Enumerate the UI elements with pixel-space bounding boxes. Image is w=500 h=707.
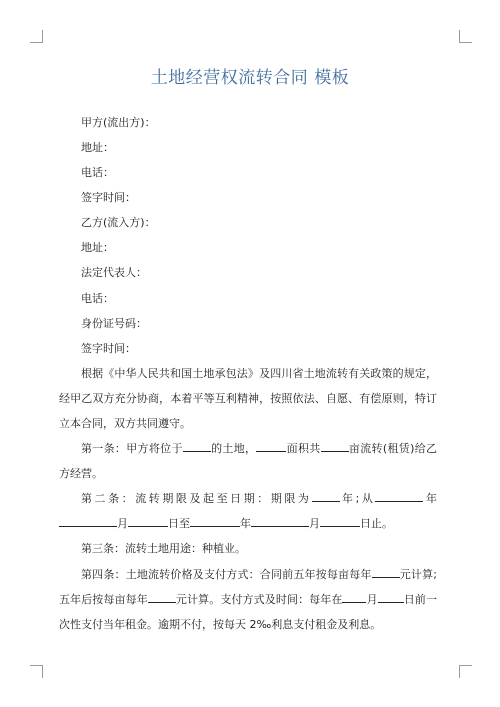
party-b-sign-time-label: 签字时间： bbox=[81, 342, 136, 355]
clause-2-text-6: 年 bbox=[240, 517, 251, 530]
end-month-blank[interactable] bbox=[251, 515, 309, 527]
party-b-phone-label: 电话： bbox=[81, 292, 114, 305]
clause-2-text-1: 第二条：流转期限及起至日期：期限为 bbox=[81, 492, 312, 505]
location-blank[interactable] bbox=[183, 440, 211, 452]
clause-1-text-1: 第一条：甲方将位于 bbox=[81, 442, 183, 455]
party-a-sign-time-label: 签字时间： bbox=[81, 191, 136, 204]
clause-2 bbox=[59, 486, 437, 536]
crop-mark-bottom-right bbox=[459, 665, 472, 678]
party-a-phone-label: 电话： bbox=[81, 166, 114, 179]
party-a-name-label: 甲方(流出方)： bbox=[81, 116, 156, 129]
crop-mark-top-right bbox=[459, 30, 472, 43]
clause-4-text-3: 元计算。支付方式及时间：每年在 bbox=[175, 593, 343, 606]
document-title: 土地经营权流转合同 模板 bbox=[150, 68, 350, 88]
payment-month-blank[interactable] bbox=[342, 591, 366, 603]
clause-4-text-2: 元计算;五年后按每亩每年 bbox=[59, 568, 437, 606]
intro-paragraph: 根据《中华人民共和国土地承包法》及四川省土地流转有关政策的规定，经甲乙双方充分协商，本着平等互利精神，按照依法、自愿、有偿原则，特订立本合同，双方共同遵守。 bbox=[59, 367, 437, 430]
crop-mark-top-left bbox=[30, 30, 43, 43]
clause-2-text-5: 日至 bbox=[168, 517, 190, 530]
party-b-address-label: 地址： bbox=[81, 241, 114, 254]
end-day-blank[interactable] bbox=[320, 515, 360, 527]
end-year-blank[interactable] bbox=[190, 515, 240, 527]
clause-4-text-5: 日前一次性支付当年租金。逾期不付，按每天 2‰利息支付租金及利息。 bbox=[59, 593, 438, 631]
start-month-blank[interactable] bbox=[128, 515, 168, 527]
clause-4-text-1: 第四条：土地流转价格及支付方式：合同前五年按每亩每年 bbox=[81, 568, 372, 581]
clause-3: 第三条：流转土地用途：种植业。 bbox=[81, 542, 246, 555]
clause-4-text-4: 月 bbox=[366, 593, 378, 606]
party-b-legal-rep-label: 法定代表人： bbox=[81, 266, 147, 279]
clause-2-text-8: 日止。 bbox=[360, 517, 393, 530]
area-blank-1[interactable] bbox=[256, 440, 286, 452]
start-gap-blank[interactable] bbox=[59, 515, 117, 527]
price-first-5y-blank[interactable] bbox=[372, 566, 400, 578]
crop-mark-bottom-left bbox=[30, 665, 43, 678]
payment-day-blank[interactable] bbox=[378, 591, 404, 603]
party-a-address-label: 地址： bbox=[81, 141, 114, 154]
clause-1-text-2: 的土地， bbox=[210, 442, 257, 455]
clause-4 bbox=[59, 562, 437, 637]
start-year-blank[interactable] bbox=[375, 490, 423, 502]
clause-1-text-4: 亩流转(租赁)给乙方经营。 bbox=[59, 442, 438, 480]
party-b-id-label: 身份证号码： bbox=[81, 317, 147, 330]
price-after-5y-blank[interactable] bbox=[148, 591, 176, 603]
area-blank-2[interactable] bbox=[321, 440, 349, 452]
clause-1 bbox=[59, 436, 437, 486]
clause-1-text-3: 面积共 bbox=[286, 442, 321, 455]
clause-2-text-2: 年;从 bbox=[339, 492, 376, 505]
party-b-name-label: 乙方(流入方)： bbox=[81, 216, 156, 229]
clause-2-text-7: 月 bbox=[309, 517, 320, 530]
clause-2-text-3: 年 bbox=[423, 492, 438, 505]
term-years-blank[interactable] bbox=[312, 490, 340, 502]
clause-2-text-4: 月 bbox=[117, 517, 128, 530]
